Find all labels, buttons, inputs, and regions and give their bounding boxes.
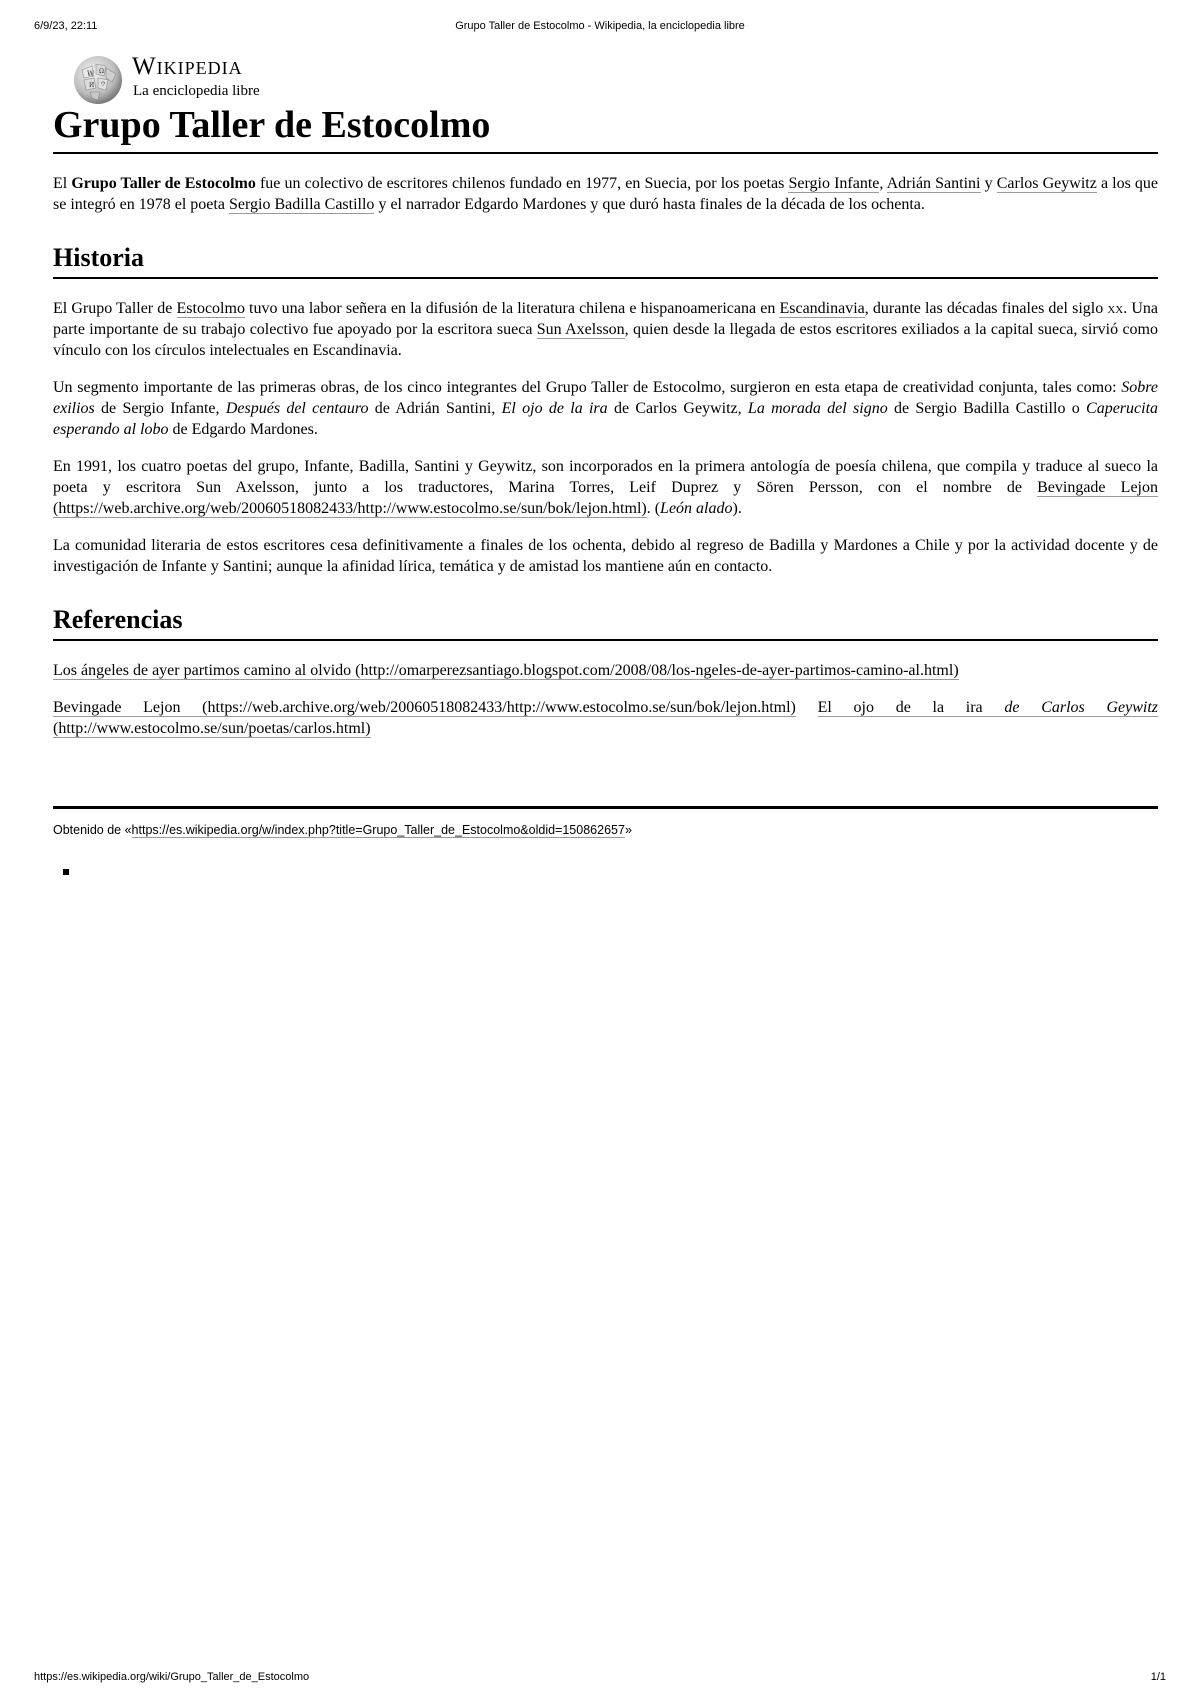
print-header (34, 20, 1166, 36)
intro-text: a los que se integró en 1978 el poeta (53, 175, 1159, 213)
svg-text:ウ: ウ (100, 81, 107, 88)
paragraph-text: , durante las décadas finales del siglo (864, 300, 1108, 317)
print-datetime: 6/9/23, 22:11 (34, 20, 98, 32)
work-title: Sobre exilios (53, 379, 1158, 417)
work-title: Caperucita esperando al lobo (53, 400, 1159, 438)
external-link-bevingade-lejon[interactable]: Bevingade Lejon (https://web.archive.org/web/20060518082433/http://www.estocolmo.se/sun/bok/lejon.html) (53, 479, 1159, 517)
paragraph-text: . Una parte importante de su trabajo colectivo fue apoyado por la escritora sueca (53, 300, 1158, 338)
external-link-angeles-de-ayer[interactable]: Los ángeles de ayer partimos camino al olvido (http://omarperezsantiago.blogspot.com/2008/08/los-ngeles-de-ayer-partimos-camino-al.html) (53, 662, 959, 679)
article-subject-bold: Grupo Taller de Estocolmo (71, 175, 256, 192)
historia-paragraph-1 (53, 298, 1158, 361)
intro-text: fue un colectivo de escritores chilenos fundado en 1977, en Suecia, por los poetas (255, 175, 789, 192)
link-carlos-geywitz[interactable]: Carlos Geywitz (996, 175, 1097, 192)
section-heading-referencias: Referencias (53, 603, 1158, 641)
link-sergio-badilla-castillo[interactable]: Sergio Badilla Castillo (228, 196, 375, 213)
link-estocolmo[interactable]: Estocolmo (176, 300, 245, 317)
intro-text: El (53, 175, 72, 192)
reference-item-2 (53, 697, 1158, 739)
paragraph-text: Un segmento importante de las primeras obras, de los cinco integrantes del Grupo Taller de Estocolmo, surgieron en esta etapa de creatividad conjunta, tales como: (53, 379, 1122, 396)
paragraph-text: . ( (646, 500, 661, 517)
paragraph-text: de Sergio Infante, (94, 400, 226, 417)
link-text: (http://www.estocolmo.se/sun/poetas/carlos.html) (53, 720, 371, 737)
work-title: La morada del signo (747, 400, 888, 417)
paragraph-text: tuvo una labor señera en la difusión de la literatura chilena e hispanoamericana en (244, 300, 780, 317)
retrieved-suffix: » (624, 823, 632, 837)
section-heading-historia: Historia (53, 241, 1158, 279)
wikipedia-wordmark: Wikipedia (132, 53, 243, 80)
retrieved-from (53, 823, 632, 837)
link-text: El ojo de la ira (817, 699, 1005, 716)
link-text-italic: de Carlos Geywitz (1004, 699, 1159, 716)
intro-text: , (879, 175, 887, 192)
link-sergio-infante[interactable]: Sergio Infante (788, 175, 880, 192)
svg-text:И: И (89, 82, 95, 89)
list-bullet (63, 869, 69, 875)
paragraph-text: , quien desde la llegada de estos escritores exiliados a la capital sueca, sirvió como vínculo con los círculos intelectuales en Escandinavia. (53, 321, 1159, 359)
paragraph-text: de Carlos Geywitz, (607, 400, 748, 417)
century-numeral: xx (1107, 300, 1124, 317)
intro-paragraph (53, 173, 1158, 215)
external-link-bevingade-lejon-ref[interactable]: Bevingade Lejon (https://web.archive.org/web/20060518082433/http://www.estocolmo.se/sun/bok/lejon.html) (53, 699, 796, 716)
retrieved-prefix: Obtenido de « (53, 823, 132, 837)
svg-text:Ω: Ω (99, 68, 104, 75)
footer-divider (53, 806, 1158, 809)
paragraph-text: ). (732, 500, 742, 517)
intro-text: y (980, 175, 997, 192)
link-sun-axelsson[interactable]: Sun Axelsson (536, 321, 625, 338)
paragraph-text: En 1991, los cuatro poetas del grupo, Infante, Badilla, Santini y Geywitz, son incorporados en la primera antología de poesía chilena, que compila y traduce al sueco la poeta y escritora Sun Axelsson, junto a los traductores, Marina Torres, Leif Duprez y Sören Persson, con el nombre de (53, 458, 1158, 496)
print-page-number: 1/1 (1150, 1671, 1166, 1683)
link-adrian-santini[interactable]: Adrián Santini (886, 175, 981, 192)
wikipedia-globe-icon (72, 54, 124, 106)
print-footer (34, 1671, 1166, 1687)
intro-text: y el narrador Edgardo Mardones y que duró hasta finales de la década de los ochenta. (374, 196, 925, 213)
print-url: https://es.wikipedia.org/wiki/Grupo_Taller_de_Estocolmo (34, 1671, 310, 1683)
permanent-link[interactable]: https://es.wikipedia.org/w/index.php?title=Grupo_Taller_de_Estocolmo&oldid=150862657 (131, 823, 625, 837)
print-page-title: Grupo Taller de Estocolmo - Wikipedia, la enciclopedia libre (455, 20, 745, 32)
paragraph-text: de Sergio Badilla Castillo o (887, 400, 1087, 417)
link-escandinavia[interactable]: Escandinavia (779, 300, 865, 317)
wikipedia-logo[interactable] (72, 52, 332, 104)
historia-paragraph-4: La comunidad literaria de estos escritores cesa definitivamente a finales de los ochenta, debido al regreso de Badilla y Mardones a Chile y por la actividad docente y de investigación de Infante y Santini; aunque la afinidad lírica, temática y de amistad los mantiene aún en contacto. (53, 537, 1158, 575)
article-content (53, 102, 1158, 739)
reference-item-1 (53, 660, 1158, 681)
work-title: El ojo de la ira (501, 400, 608, 417)
work-title: Después del centauro (225, 400, 369, 417)
historia-paragraph-2 (53, 377, 1158, 440)
wikipedia-tagline: La enciclopedia libre (133, 83, 260, 99)
translation-title: León alado (660, 500, 733, 517)
paragraph-text: El Grupo Taller de (53, 300, 177, 317)
svg-text:W: W (87, 70, 95, 78)
paragraph-text: de Edgardo Mardones. (168, 421, 318, 438)
paragraph-text: de Adrián Santini, (368, 400, 502, 417)
page-title: Grupo Taller de Estocolmo (53, 102, 1158, 154)
historia-paragraph-3 (53, 456, 1158, 519)
